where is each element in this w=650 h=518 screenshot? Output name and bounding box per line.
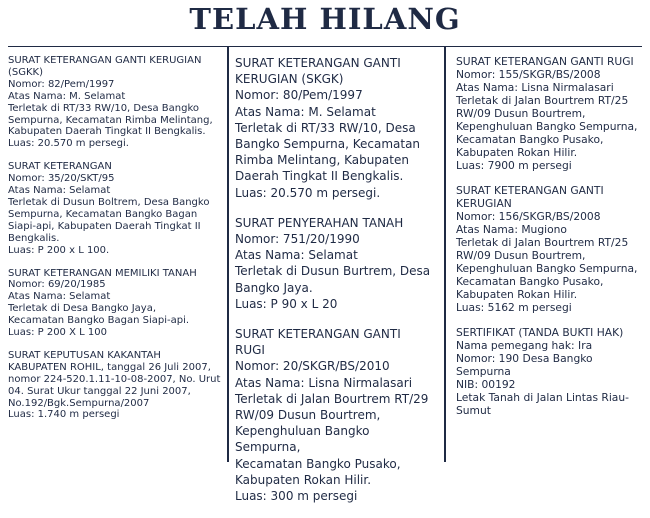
area: Luas: 7900 m persegi: [456, 159, 572, 172]
document-type: SURAT KETERANGAN MEMILIKI TANAH: [8, 267, 197, 279]
owner-name: Atas Nama: Selamat: [8, 185, 111, 197]
notice-block: [235, 215, 431, 312]
notice-block: [8, 55, 222, 150]
title-divider: [8, 46, 642, 47]
document-number: Nomor: 155/SKGR/BS/2008: [456, 68, 601, 81]
nib-number: NIB: 00192: [456, 378, 516, 391]
area: Luas: 20.570 m persegi.: [8, 138, 129, 150]
document-number: Nomor: 80/Pem/1997: [235, 88, 363, 103]
area: Luas: P 90 x L 20: [235, 296, 338, 311]
notice-block: [8, 350, 222, 421]
location: Terletak di RT/33 RW/10, Desa Bangko Sempurna, Kecamatan Rimba Melintang, Kabupaten Daerah Tingkat II Bengkalis.: [235, 120, 421, 184]
column-3: [456, 55, 644, 429]
document-type: SURAT PENYERAHAN TANAH: [235, 215, 404, 230]
column-divider-left: [227, 46, 229, 462]
page-title: TELAH HILANG: [189, 2, 461, 36]
document-number: Nomor: 35/20/SKT/95: [8, 173, 115, 185]
owner-name: Atas Nama: Lisna Nirmalasari: [235, 375, 413, 390]
notice-block: [8, 161, 222, 256]
document-number: Nomor: 190 Desa Bangko Sempurna: [456, 352, 593, 378]
document-type: SURAT KETERANGAN GANTI RUGI: [456, 55, 634, 68]
document-type: SURAT KETERANGAN GANTI KERUGIAN: [456, 184, 604, 210]
document-number: Nomor: 156/SKGR/BS/2008: [456, 210, 601, 223]
area: Luas: P 200 x L 100.: [8, 244, 110, 256]
column-1: [8, 55, 222, 432]
location: Terletak di Dusun Boltrem, Desa Bangko Sempurna, Kecamatan Bangko Bagan Siapi-api, Kabupaten Daerah Tingkat II Bengkalis.: [8, 196, 210, 244]
owner-name: Atas Nama: Mugiono: [456, 223, 567, 236]
document-number: Nomor: 82/Pem/1997: [8, 78, 115, 90]
location: Terletak di Jalan Bourtrem RT/29 RW/09 Dusun Bourtrem, Kepenghuluan Bangko Sempurna, Kecamatan Bangko Pusako, Kabupaten Rokan Hilir.: [235, 391, 429, 487]
column-divider-right: [444, 46, 446, 462]
area: Luas: 20.570 m persegi.: [235, 185, 381, 200]
document-type: SURAT KETERANGAN GANTI KERUGIAN (SKGK): [235, 56, 401, 87]
location: Terletak di Dusun Burtrem, Desa Bangko Jaya.: [235, 264, 431, 295]
document-number: Nomor: 751/20/1990: [235, 232, 360, 247]
owner-name: Atas Nama: M. Selamat: [8, 90, 126, 102]
location: Terletak di Jalan Bourtrem RT/25 RW/09 Dusun Bourtrem, Kepenghuluan Bangko Sempurna, Kecamatan Bangko Pusako, Kabupaten Rokan Hilir.: [456, 94, 638, 159]
document-number: Nomor: 69/20/1985: [8, 279, 106, 291]
location: Terletak di Jalan Bourtrem RT/25 RW/09 Dusun Bourtrem, Kepenghuluan Bangko Sempurna, Kecamatan Bangko Pusako, Kabupaten Rokan Hilir.: [456, 236, 638, 301]
notice-block: [235, 326, 431, 504]
document-type: SURAT KETERANGAN GANTI KERUGIAN (SGKK): [8, 55, 202, 78]
holder-name: Nama pemegang hak: Ira: [456, 339, 593, 352]
notice-block: [8, 268, 222, 339]
location: Letak Tanah di Jalan Lintas Riau- Sumut: [456, 391, 629, 417]
owner-name: Atas Nama: Selamat: [235, 248, 358, 263]
notice-block: [235, 55, 431, 201]
column-2: [235, 55, 431, 518]
area: Luas: 5162 m persegi: [456, 301, 572, 314]
document-type: SURAT KETERANGAN: [8, 161, 112, 173]
notice-block: [456, 184, 644, 314]
notice-block: [456, 55, 644, 172]
owner-name: Atas Nama: Selamat: [8, 291, 111, 303]
location: Terletak di RT/33 RW/10, Desa Bangko Sempurna, Kecamatan Rimba Melintang, Kabupaten Daerah Tingkat II Bengkalis.: [8, 102, 213, 138]
notice-block: [456, 326, 644, 417]
area: Luas: 300 m persegi: [235, 489, 358, 504]
document-type: SURAT KEPUTUSAN KAKANTAH KABUPATEN ROHIL, tanggal 26 Juli 2007, nomor 224-520.1.11-10-08-2007, No. Urut 04. Surat Ukur tanggal 22 Juni 2007, No.192/Bgk.Sempurna/2007: [8, 349, 221, 409]
document-number: Nomor: 20/SKGR/BS/2010: [235, 359, 390, 374]
document-type: SERTIFIKAT (TANDA BUKTI HAK): [456, 326, 624, 339]
document-type: SURAT KETERANGAN GANTI RUGI: [235, 327, 401, 358]
area: Luas: 1.740 m persegi: [8, 409, 120, 421]
area: Luas: P 200 X L 100: [8, 327, 107, 339]
owner-name: Atas Nama: Lisna Nirmalasari: [456, 81, 614, 94]
location: Terletak di Desa Bangko Jaya, Kecamatan Bangko Bagan Siapi-api.: [8, 303, 190, 327]
owner-name: Atas Nama: M. Selamat: [235, 104, 376, 119]
